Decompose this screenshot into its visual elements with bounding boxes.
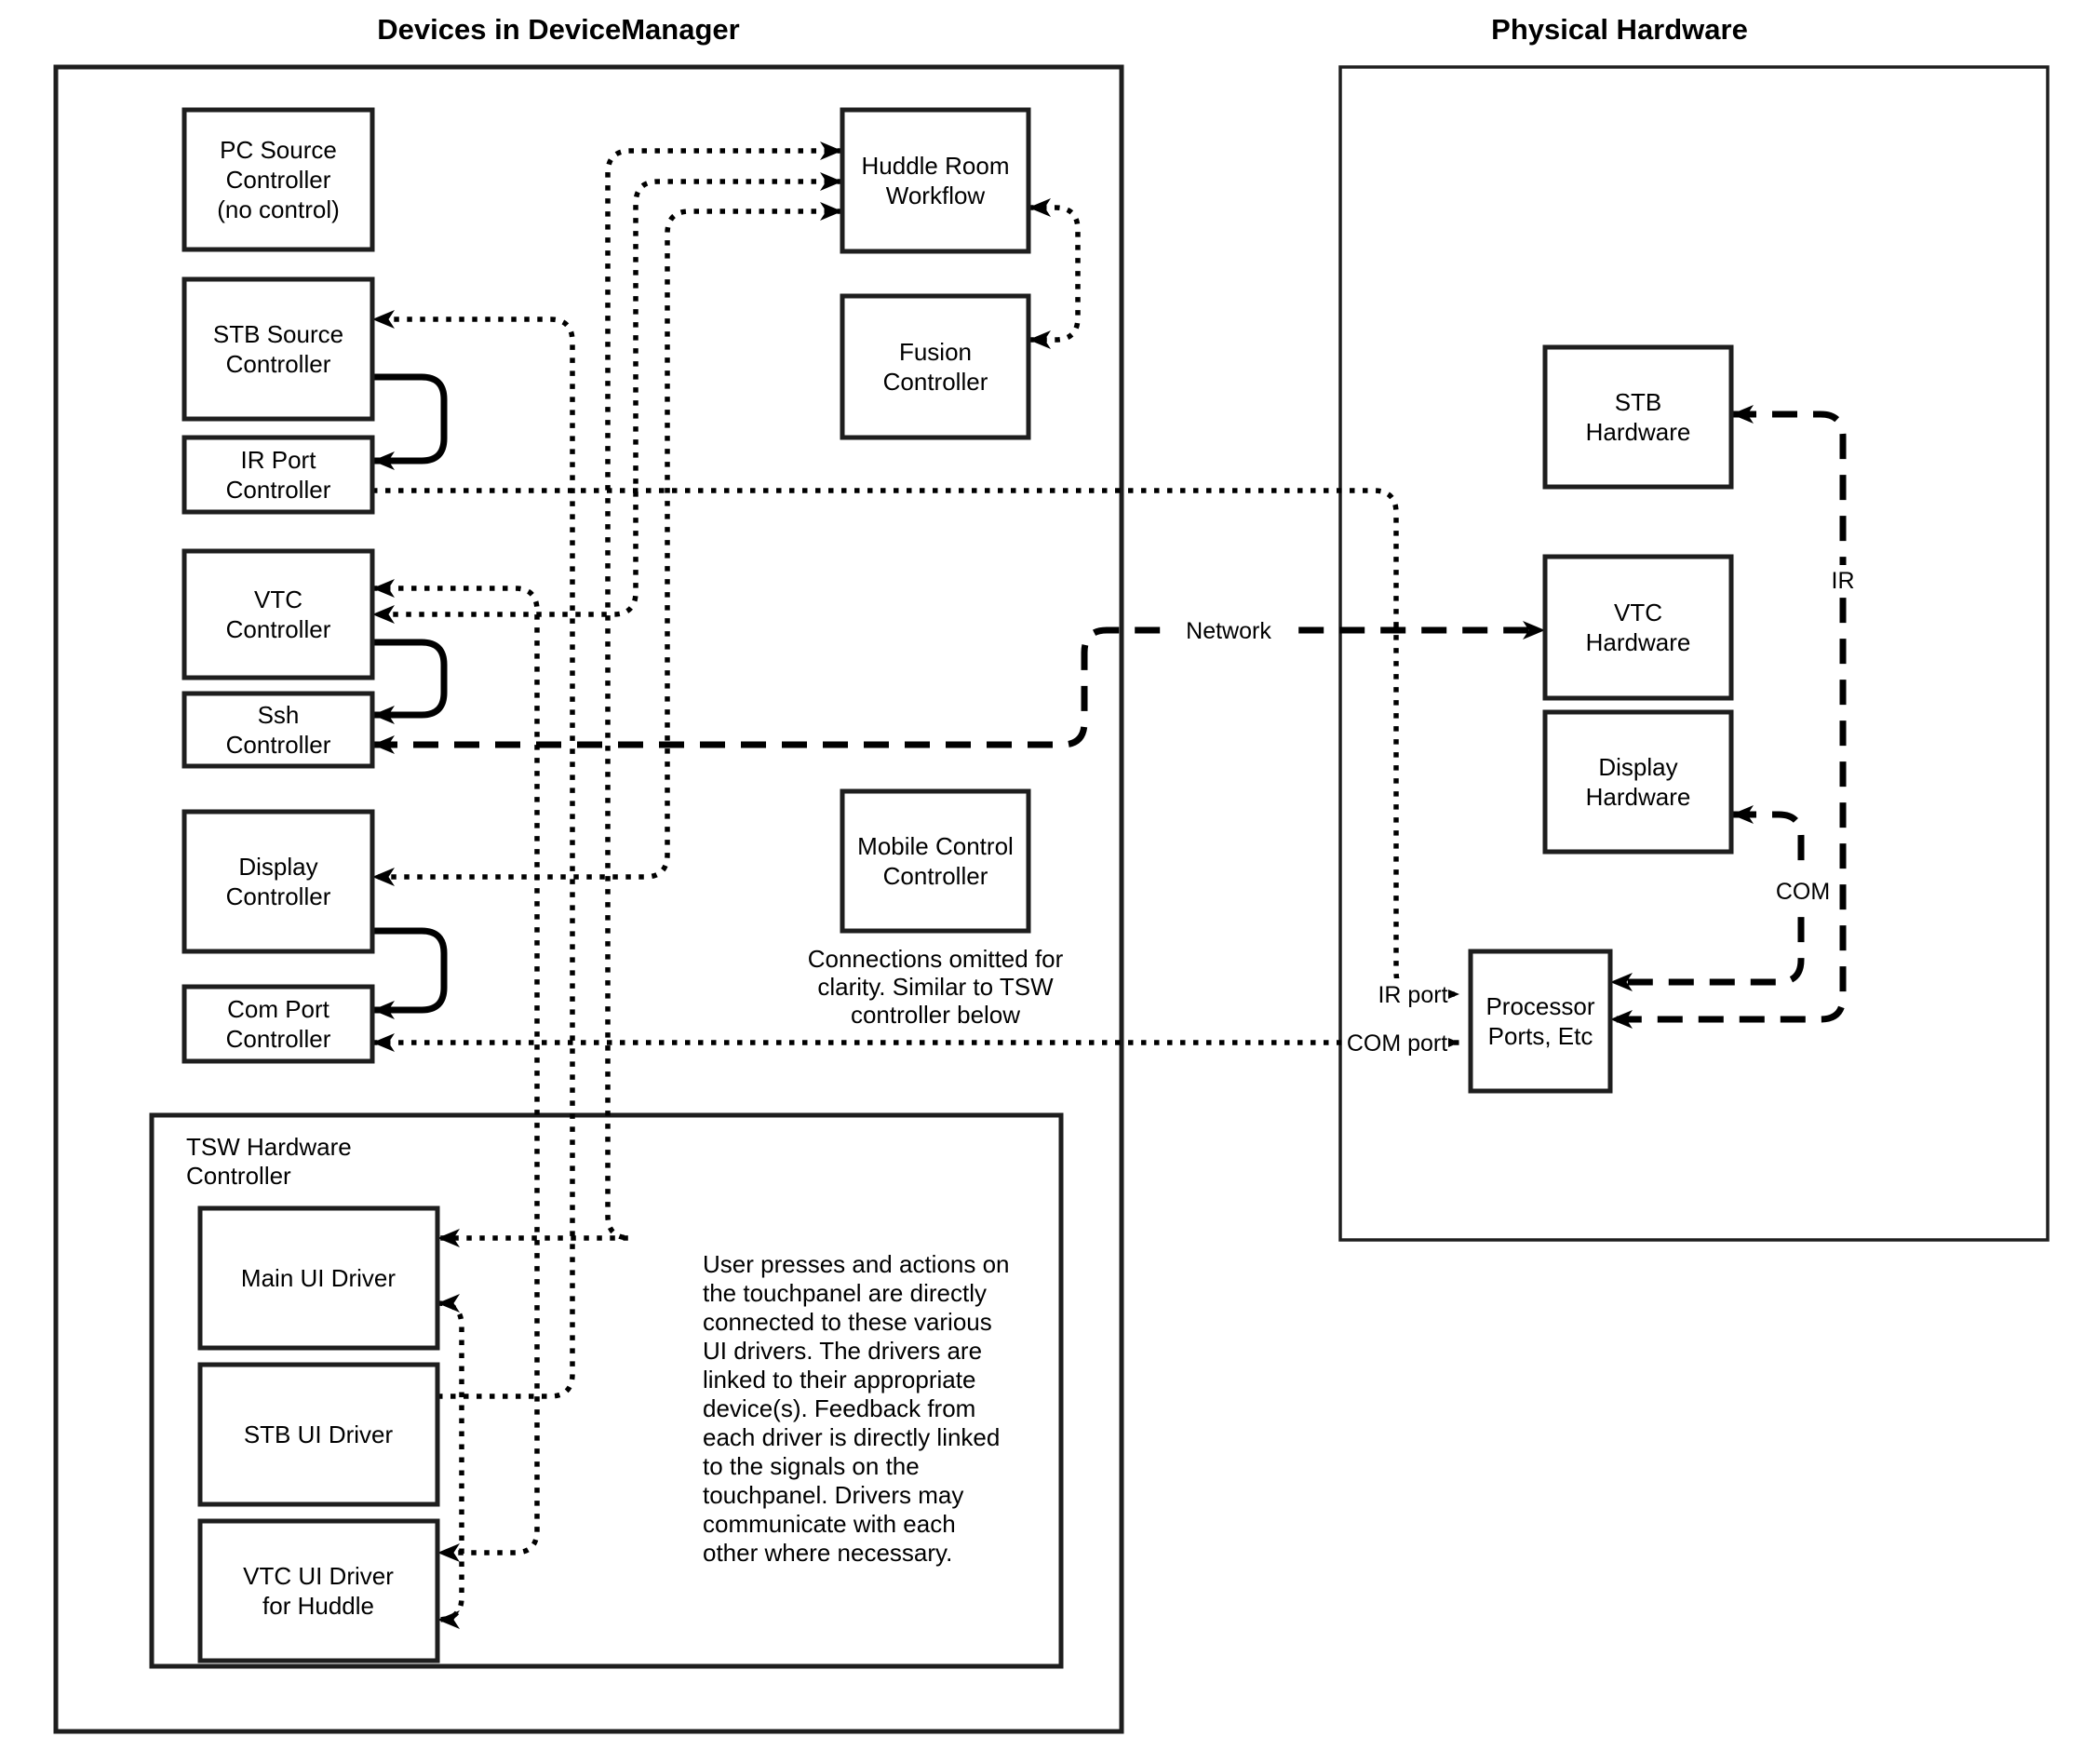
paragraph-line5: linked to their appropriate bbox=[703, 1366, 976, 1394]
mobile-note-line2: clarity. Similar to TSW bbox=[817, 973, 1054, 1001]
right-section-title: Physical Hardware bbox=[1491, 13, 1748, 46]
node-huddle-room-workflow bbox=[842, 110, 1028, 251]
mobile-note bbox=[808, 945, 1064, 1029]
display-controller-line1: Display bbox=[238, 853, 318, 881]
ir-port-line2: Controller bbox=[225, 476, 331, 504]
mobile-line2: Controller bbox=[882, 862, 988, 890]
pc-source-line2: Controller bbox=[225, 166, 331, 194]
node-stb-ui-driver bbox=[200, 1365, 437, 1504]
ir-port-line1: IR Port bbox=[240, 446, 316, 474]
paragraph-line3: connected to these various bbox=[703, 1308, 992, 1336]
ir-port-label bbox=[1376, 978, 1448, 1009]
paragraph-line6: device(s). Feedback from bbox=[703, 1394, 976, 1422]
fusion-line1: Fusion bbox=[898, 338, 973, 366]
vtc-ui-driver-line1: VTC UI Driver bbox=[243, 1562, 394, 1590]
node-ir-port-controller bbox=[184, 438, 372, 512]
vtc-controller-box bbox=[184, 551, 372, 678]
com-port-label bbox=[1346, 1027, 1448, 1057]
paragraph-line7: each driver is directly linked bbox=[703, 1423, 1001, 1451]
display-hardware-line2: Hardware bbox=[1585, 783, 1691, 811]
node-main-ui-driver bbox=[200, 1208, 437, 1348]
node-vtc-ui-driver bbox=[200, 1521, 437, 1661]
ir-bus-label-text: IR bbox=[1831, 568, 1855, 594]
display-hardware-line1: Display bbox=[1598, 753, 1678, 781]
mobile-line1: Mobile Control bbox=[857, 832, 1014, 860]
node-stb-source-controller bbox=[184, 279, 372, 419]
vtc-controller-line2: Controller bbox=[225, 615, 331, 643]
stb-source-line1: STB Source bbox=[212, 320, 344, 348]
network-label bbox=[1163, 613, 1294, 647]
edge-huddle-main-ui-driver bbox=[437, 151, 842, 1238]
edge-stb-source-to-ir-port bbox=[372, 377, 444, 461]
network-label-text: Network bbox=[1186, 618, 1271, 644]
vtc-ui-driver-box bbox=[200, 1521, 437, 1661]
stb-source-controller-box bbox=[184, 279, 372, 419]
edge-ssh-network-vtc-hardware bbox=[372, 630, 1545, 745]
vtc-ui-driver-line2: for Huddle bbox=[262, 1592, 374, 1620]
node-display-hardware bbox=[1545, 712, 1731, 852]
node-vtc-controller bbox=[184, 551, 372, 678]
mobile-note-line1: Connections omitted for bbox=[807, 945, 1064, 973]
com-bus-label bbox=[1776, 876, 1830, 908]
node-processor-ports bbox=[1471, 951, 1610, 1091]
node-display-controller bbox=[184, 812, 372, 951]
com-port-line1: Com Port bbox=[227, 995, 329, 1023]
stb-source-line2: Controller bbox=[225, 350, 331, 378]
edge-huddle-fusion bbox=[1028, 208, 1078, 340]
display-controller-line2: Controller bbox=[225, 882, 331, 910]
pc-source-line3: (no control) bbox=[217, 195, 340, 223]
processor-ports-box bbox=[1471, 951, 1610, 1091]
com-bus-label-text: COM bbox=[1775, 879, 1831, 905]
paragraph-line9: touchpanel. Drivers may bbox=[703, 1481, 964, 1509]
ir-bus-label bbox=[1824, 565, 1862, 597]
tsw-container-label bbox=[186, 1133, 352, 1190]
node-fusion-controller bbox=[842, 296, 1028, 438]
huddle-line2: Workflow bbox=[885, 182, 986, 209]
display-controller-box bbox=[184, 812, 372, 951]
ir-port-label-text: IR port bbox=[1378, 982, 1448, 1008]
vtc-hardware-line1: VTC bbox=[1614, 599, 1662, 626]
stb-ui-driver-label: STB UI Driver bbox=[243, 1421, 394, 1448]
paragraph-line1: User presses and actions on bbox=[703, 1250, 1010, 1278]
edge-vtc-to-ssh bbox=[372, 642, 444, 715]
node-com-port-controller bbox=[184, 987, 372, 1061]
node-vtc-hardware bbox=[1545, 557, 1731, 698]
huddle-line1: Huddle Room bbox=[861, 152, 1010, 180]
vtc-hardware-box bbox=[1545, 557, 1731, 698]
ssh-controller-line2: Controller bbox=[225, 731, 331, 759]
mobile-control-controller-box bbox=[842, 791, 1028, 931]
main-ui-driver-label: Main UI Driver bbox=[240, 1264, 397, 1292]
paragraph-line11: other where necessary. bbox=[703, 1539, 953, 1567]
paragraph-line8: to the signals on the bbox=[703, 1452, 920, 1480]
stb-hardware-line1: STB bbox=[1614, 388, 1662, 416]
com-port-line2: Controller bbox=[225, 1025, 331, 1053]
pc-source-line1: PC Source bbox=[220, 136, 337, 164]
com-port-label-text: COM port bbox=[1346, 1030, 1448, 1057]
node-stb-hardware bbox=[1545, 347, 1731, 487]
stb-hardware-line2: Hardware bbox=[1585, 418, 1691, 446]
fusion-line2: Controller bbox=[882, 368, 988, 396]
paragraph-line10: communicate with each bbox=[703, 1510, 956, 1538]
mobile-note-line3: controller below bbox=[850, 1001, 1021, 1029]
edge-main-ui-driver-vtc-ui-driver bbox=[437, 1303, 462, 1620]
paragraph-line4: UI drivers. The drivers are bbox=[703, 1337, 983, 1365]
fusion-controller-box bbox=[842, 296, 1028, 438]
huddle-room-workflow-box bbox=[842, 110, 1028, 251]
stb-hardware-box bbox=[1545, 347, 1731, 487]
edge-display-to-com-port bbox=[372, 931, 444, 1010]
processor-line1: Processor bbox=[1485, 992, 1595, 1020]
vtc-hardware-line2: Hardware bbox=[1585, 628, 1691, 656]
tsw-description-paragraph bbox=[703, 1250, 1010, 1567]
vtc-controller-line1: VTC bbox=[254, 586, 302, 613]
ssh-controller-line1: Ssh bbox=[257, 701, 300, 729]
paragraph-line2: the touchpanel are directly bbox=[703, 1279, 987, 1307]
tsw-label-line2: Controller bbox=[186, 1162, 291, 1190]
display-hardware-box bbox=[1545, 712, 1731, 852]
node-ssh-controller bbox=[184, 693, 372, 766]
processor-line2: Ports, Etc bbox=[1487, 1022, 1593, 1050]
node-pc-source-controller bbox=[184, 110, 372, 249]
tsw-label-line1: TSW Hardware bbox=[186, 1133, 352, 1161]
left-section-title: Devices in DeviceManager bbox=[377, 13, 740, 46]
node-mobile-control-controller bbox=[842, 791, 1028, 931]
